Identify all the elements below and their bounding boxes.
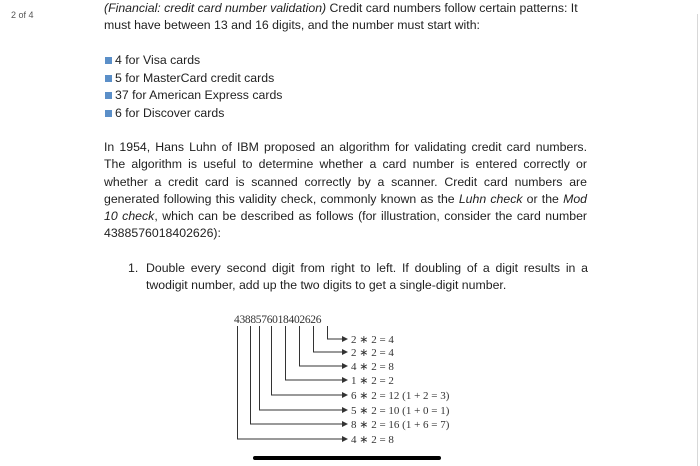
step-text: Double every second digit from right to left. If doubling of a digit results in a twodigit number, add up the two digits to get a single-digit number. [146, 261, 588, 293]
connector-line [300, 326, 343, 366]
equation: 4 ∗ 2 = 8 [351, 434, 394, 446]
luhn-paragraph: In 1954, Hans Luhn of IBM proposed an algorithm for validating credit card numbers. The algorithm is useful to determine whether a card number is entered correctly or whether a credit card is scanned correctly by a scanner. Credit card numbers are generated following this validity check, commonly known as the Luhn check or the Mod 10 check, which can be described as follows (for illustration, consider the card number 4388576018402626): [104, 140, 588, 241]
list-item: 6 for Discover cards [105, 105, 282, 123]
equation: 4 ∗ 2 = 8 [351, 361, 394, 373]
bullet-square-icon [105, 110, 112, 117]
connector-line [251, 326, 343, 424]
arrowhead-icon [342, 363, 348, 369]
mod10-term: Mod 10 check [104, 191, 588, 224]
intro-text: Credit card numbers follow certain patterns: It must have between 13 and 16 digits, and the number must start with: [104, 1, 578, 33]
arrowhead-icon [342, 336, 348, 342]
list-item: 4 for Visa cards [105, 52, 282, 70]
equation: 8 ∗ 2 = 16 (1 + 6 = 7) [351, 419, 450, 431]
connector-line [272, 326, 343, 395]
arrowhead-icon [342, 421, 348, 427]
connector-line [328, 326, 343, 339]
bullet-square-icon [105, 75, 112, 82]
page-edge-divider [697, 14, 698, 466]
arrowhead-icon [342, 349, 348, 355]
equation: 5 ∗ 2 = 10 (1 + 0 = 1) [351, 405, 450, 417]
equation: 1 ∗ 2 = 2 [351, 375, 394, 387]
connector-line [314, 326, 343, 352]
page-counter: 2 of 4 [11, 10, 34, 20]
card-prefix-list [105, 52, 282, 122]
list-item: 37 for American Express cards [105, 87, 282, 105]
equation: 6 ∗ 2 = 12 (1 + 2 = 3) [351, 390, 450, 402]
connector-line [238, 326, 343, 439]
equation: 2 ∗ 2 = 4 [351, 347, 394, 359]
list-item: 5 for MasterCard credit cards [105, 70, 282, 88]
connector-line [260, 326, 343, 410]
arrowhead-icon [342, 436, 348, 442]
home-indicator-bar[interactable] [253, 456, 441, 460]
bullet-square-icon [105, 92, 112, 99]
step-1 [128, 260, 588, 295]
card-number-label: 4388576018402626 [234, 314, 322, 326]
intro-paragraph [104, 0, 600, 35]
exercise-title: (Financial: credit card number validation) [104, 1, 327, 15]
bullet-square-icon [105, 57, 112, 64]
arrowhead-icon [342, 377, 348, 383]
diagram-connectors [238, 326, 343, 439]
luhn-check-term: Luhn check [458, 191, 523, 206]
step-number: 1. [128, 261, 139, 275]
arrowhead-icon [342, 392, 348, 398]
connector-line [286, 326, 343, 380]
equation: 2 ∗ 2 = 4 [351, 334, 394, 346]
diagram-arrowheads [342, 336, 348, 442]
arrowhead-icon [342, 407, 348, 413]
